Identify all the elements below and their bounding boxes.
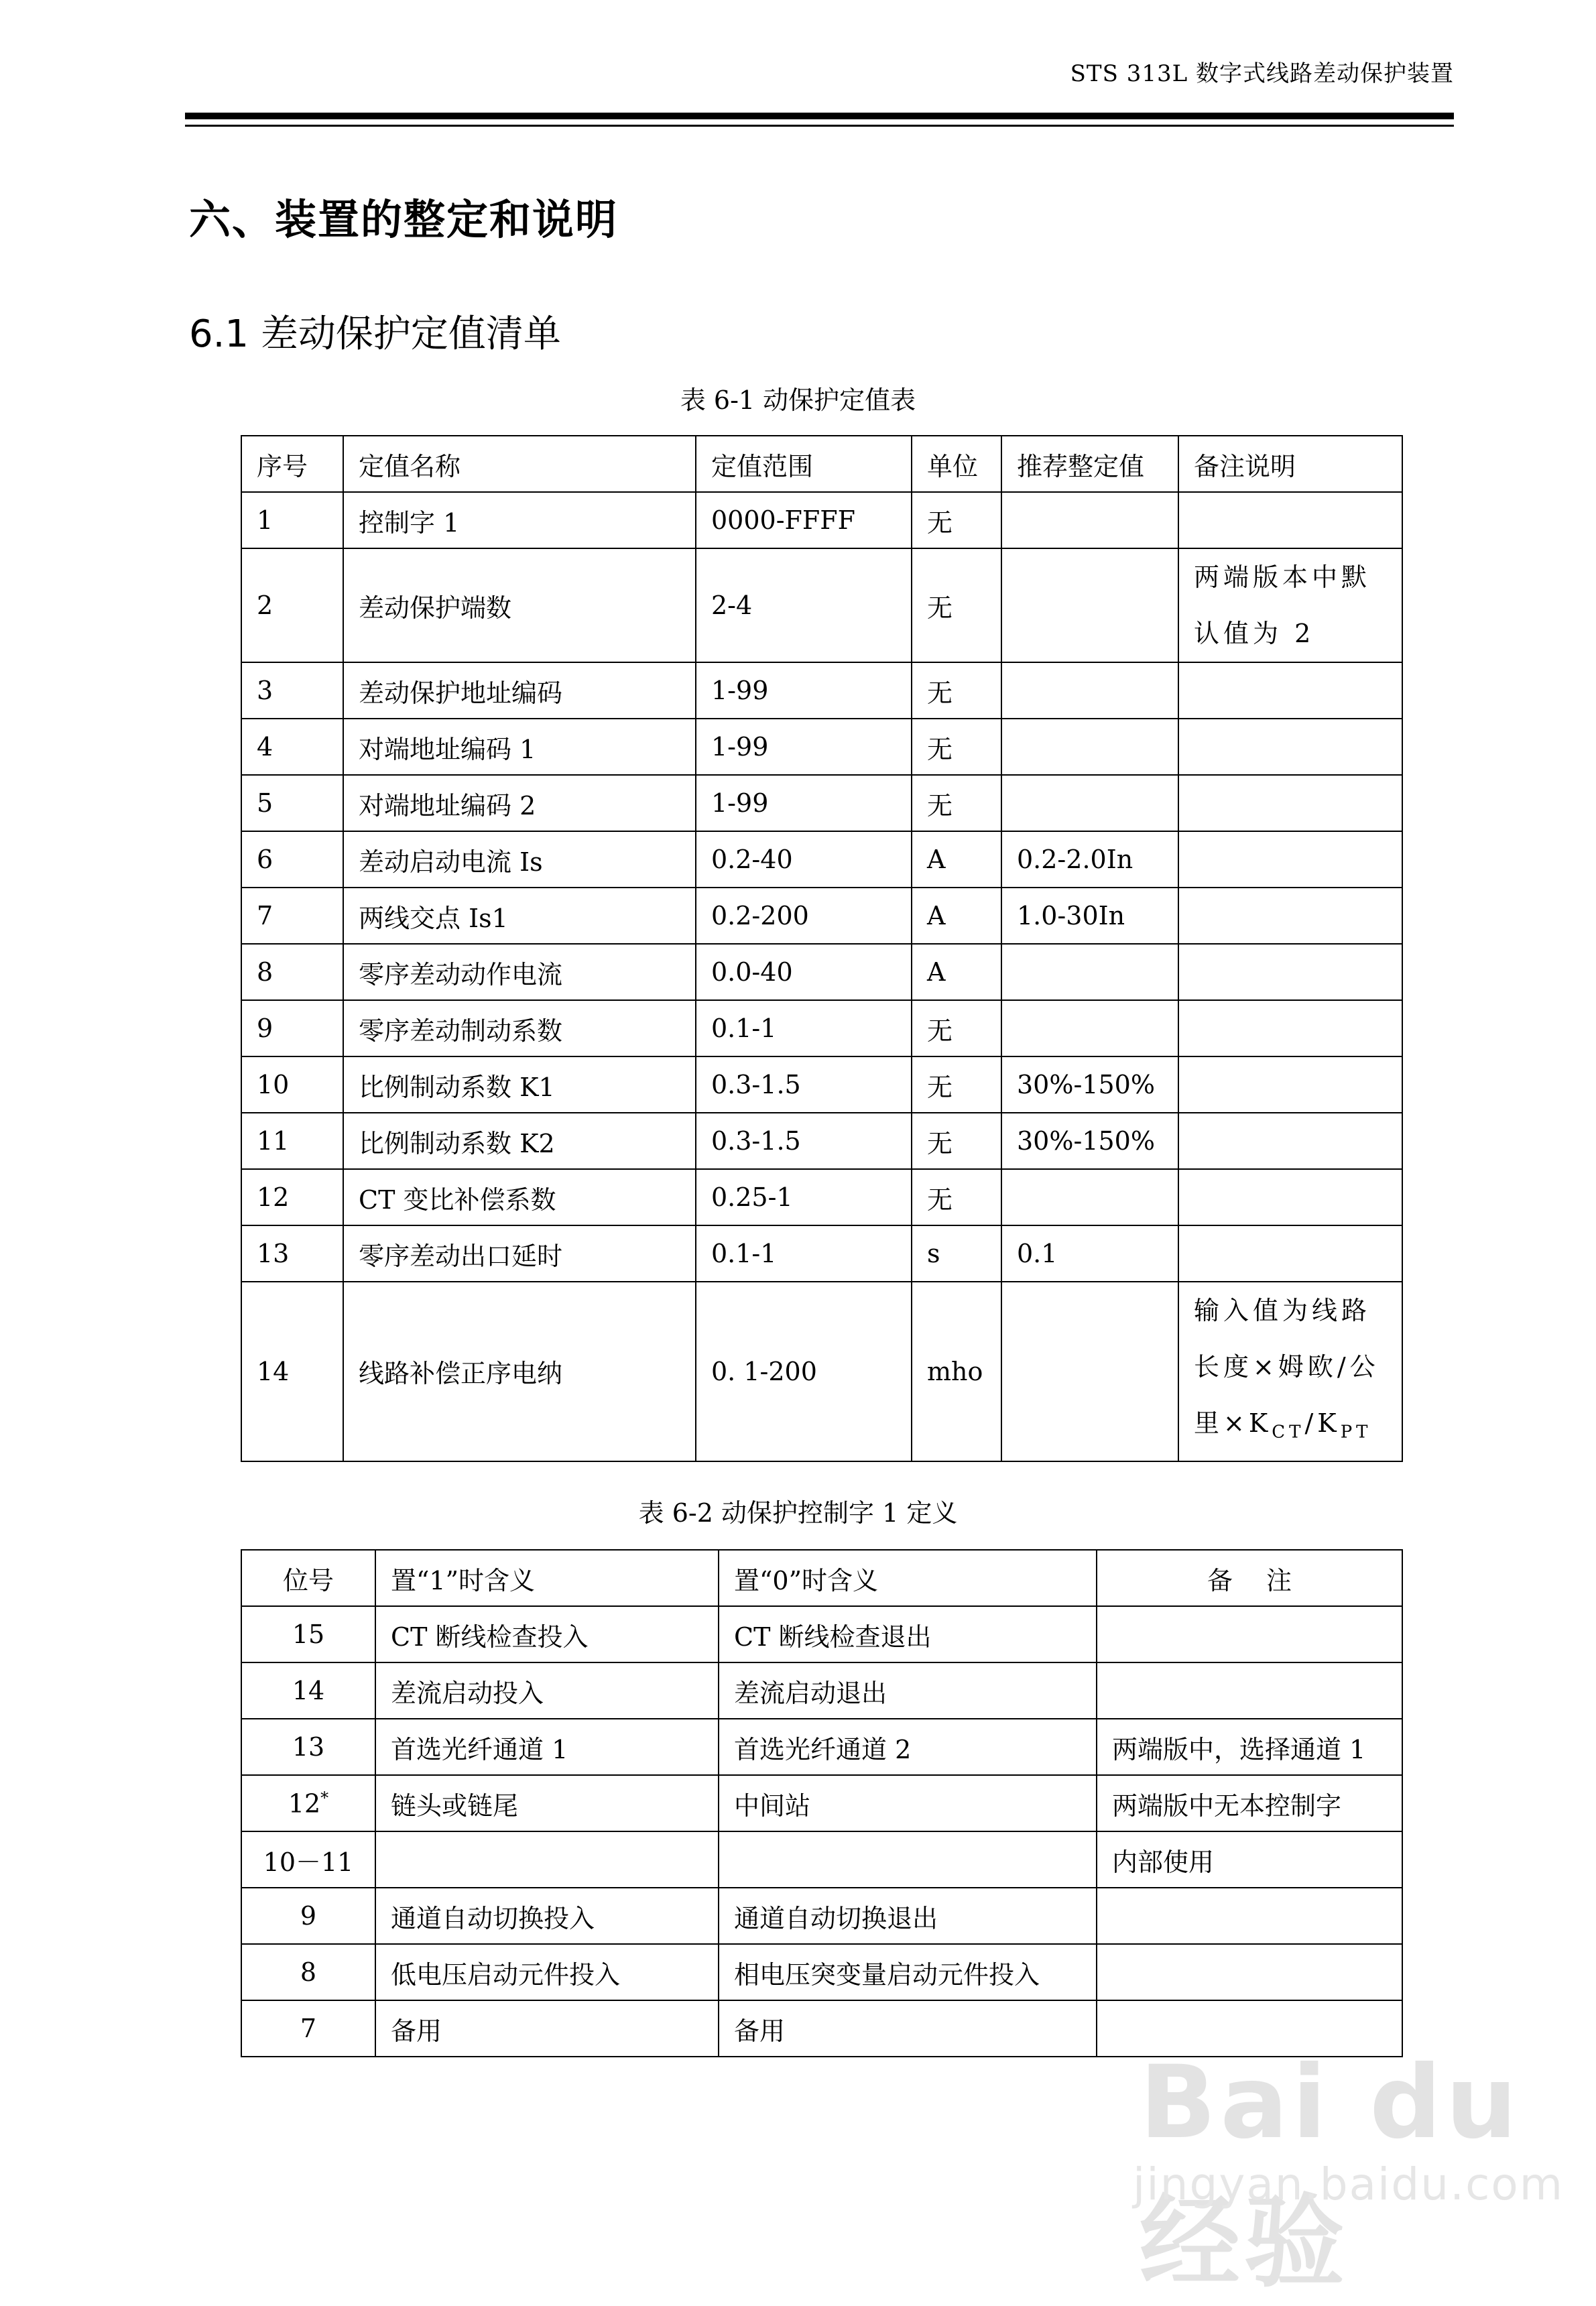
- table-cell: 两端版本中默认值为 2: [1178, 548, 1402, 662]
- table-cell: 链头或链尾: [375, 1775, 719, 1831]
- table-cell: 差动保护地址编码: [343, 662, 696, 719]
- table-row: [241, 831, 1402, 888]
- table-cell: s: [912, 1225, 1001, 1282]
- table-cell: [1097, 1662, 1402, 1719]
- table-cell: [1178, 492, 1402, 548]
- table-cell: 11: [241, 1113, 343, 1169]
- table-cell: 两端版中无本控制字: [1097, 1775, 1402, 1831]
- table-cell: 0.25-1: [696, 1169, 912, 1225]
- table-cell: [1178, 1000, 1402, 1056]
- table-cell: 备用: [719, 2000, 1097, 2057]
- table-cell: 10: [241, 1056, 343, 1113]
- table-row: [241, 1225, 1402, 1282]
- table-cell: [1097, 1944, 1402, 2000]
- table-row: [241, 1169, 1402, 1225]
- chapter-title: 六、装置的整定和说明: [189, 195, 619, 244]
- table-cell: 0.3-1.5: [696, 1113, 912, 1169]
- table-cell: 13: [241, 1719, 375, 1775]
- table-cell: 1-99: [696, 662, 912, 719]
- table-cell: [1097, 1606, 1402, 1662]
- table-cell: [1001, 492, 1178, 548]
- header-cell: 单位: [912, 436, 1001, 492]
- table-row: [241, 1113, 1402, 1169]
- table-cell: 0.2-40: [696, 831, 912, 888]
- table-cell: [1001, 1169, 1178, 1225]
- table-cell: 4: [241, 719, 343, 775]
- table-cell: mho: [912, 1282, 1001, 1461]
- table-cell: 无: [912, 662, 1001, 719]
- note-slash: /K: [1304, 1408, 1341, 1438]
- table-cell: [1178, 944, 1402, 1000]
- table-cell: 6: [241, 831, 343, 888]
- table-cell: 差动启动电流 Is: [343, 831, 696, 888]
- footnote-mark: *: [320, 1788, 329, 1807]
- table-cell: 线路补偿正序电纳: [343, 1282, 696, 1461]
- table-row: [241, 1831, 1402, 1888]
- header-cell: 备注说明: [1178, 436, 1402, 492]
- table-cell: 首选光纤通道 1: [375, 1719, 719, 1775]
- table-cell: 通道自动切换退出: [719, 1888, 1097, 1944]
- table-cell: [1001, 662, 1178, 719]
- table-cell: 无: [912, 548, 1001, 662]
- table-cell: 10－11: [241, 1831, 375, 1888]
- table-cell: 0.1: [1001, 1225, 1178, 1282]
- table-cell: 0.2-200: [696, 888, 912, 944]
- table-cell: 中间站: [719, 1775, 1097, 1831]
- table-cell: 差动保护端数: [343, 548, 696, 662]
- table-cell: [1178, 719, 1402, 775]
- table-cell: [1178, 775, 1402, 831]
- table-cell: 零序差动制动系数: [343, 1000, 696, 1056]
- table-row: [241, 662, 1402, 719]
- table-cell: 低电压启动元件投入: [375, 1944, 719, 2000]
- table-cell: 7: [241, 888, 343, 944]
- table-cell: 30%-150%: [1001, 1056, 1178, 1113]
- table-cell: 备用: [375, 2000, 719, 2057]
- table-cell: [1178, 1056, 1402, 1113]
- table-cell: A: [912, 831, 1001, 888]
- table-cell: 无: [912, 1000, 1001, 1056]
- table-cell: [1097, 1888, 1402, 1944]
- table-cell: 0.3-1.5: [696, 1056, 912, 1113]
- header-cell: 定值名称: [343, 436, 696, 492]
- table-cell: 2: [241, 548, 343, 662]
- table-row: [241, 548, 1402, 662]
- table-cell: [375, 1831, 719, 1888]
- table-cell: CT 断线检查退出: [719, 1606, 1097, 1662]
- table-cell: [1178, 1113, 1402, 1169]
- table-row: [241, 1056, 1402, 1113]
- table-cell: 1-99: [696, 719, 912, 775]
- table-cell: [1001, 719, 1178, 775]
- table-cell: 8: [241, 1944, 375, 2000]
- table-cell: 两线交点 Is1: [343, 888, 696, 944]
- table-cell: [1178, 1169, 1402, 1225]
- table-row: [241, 1606, 1402, 1662]
- table-cell: 0000-FFFF: [696, 492, 912, 548]
- table-cell: 0.0-40: [696, 944, 912, 1000]
- table-cell: [241, 1775, 375, 1831]
- table-cell: 两端版中，选择通道 1: [1097, 1719, 1402, 1775]
- table-row: [241, 775, 1402, 831]
- table-cell: 控制字 1: [343, 492, 696, 548]
- baidu-watermark-url: jingyan.baidu.com: [1133, 2159, 1564, 2210]
- table-cell: 1: [241, 492, 343, 548]
- table-cell: CT 断线检查投入: [375, 1606, 719, 1662]
- table-row: [241, 1775, 1402, 1831]
- header-cell: 序号: [241, 436, 343, 492]
- table-header-row: [241, 1550, 1402, 1606]
- table-cell: 9: [241, 1888, 375, 1944]
- table-cell: 0. 1-200: [696, 1282, 912, 1461]
- table-cell: 12: [241, 1169, 343, 1225]
- table-cell: 无: [912, 1056, 1001, 1113]
- table-row: [241, 492, 1402, 548]
- control-word-table: [241, 1549, 1403, 2057]
- table-cell: 对端地址编码 1: [343, 719, 696, 775]
- table-cell: 0.1-1: [696, 1225, 912, 1282]
- table-cell: CT 变比补偿系数: [343, 1169, 696, 1225]
- table-cell: 对端地址编码 2: [343, 775, 696, 831]
- table-cell: 0.2-2.0In: [1001, 831, 1178, 888]
- table-row: [241, 1888, 1402, 1944]
- table-cell: 差流启动投入: [375, 1662, 719, 1719]
- table-cell: 5: [241, 775, 343, 831]
- table-row: [241, 1282, 1402, 1461]
- table-row: [241, 1662, 1402, 1719]
- table-cell: 比例制动系数 K1: [343, 1056, 696, 1113]
- table-cell: 相电压突变量启动元件投入: [719, 1944, 1097, 2000]
- table-row: [241, 719, 1402, 775]
- table-cell: 3: [241, 662, 343, 719]
- table-cell: 15: [241, 1606, 375, 1662]
- table-cell: [1001, 548, 1178, 662]
- table-cell: 通道自动切换投入: [375, 1888, 719, 1944]
- header-cell: 推荐整定值: [1001, 436, 1178, 492]
- table-header-row: [241, 436, 1402, 492]
- header-rule-thick: [185, 113, 1454, 119]
- table-cell: [1178, 662, 1402, 719]
- table-row: [241, 888, 1402, 944]
- table-row: [241, 1944, 1402, 2000]
- table-cell: 无: [912, 775, 1001, 831]
- table-row: [241, 1000, 1402, 1056]
- note-text: 输入值为线路长度×姆欧/公里×K: [1194, 1296, 1379, 1438]
- table-cell: [1001, 1000, 1178, 1056]
- header-cell: 置“1”时含义: [375, 1550, 719, 1606]
- table-cell: [1001, 775, 1178, 831]
- table-cell: 比例制动系数 K2: [343, 1113, 696, 1169]
- table-cell: 8: [241, 944, 343, 1000]
- table-row: [241, 1719, 1402, 1775]
- header-cell: 位号: [241, 1550, 375, 1606]
- table-cell: 零序差动动作电流: [343, 944, 696, 1000]
- header-cell: 置“0”时含义: [719, 1550, 1097, 1606]
- note-subscript-pt: PT: [1340, 1422, 1372, 1443]
- header-title: STS 313L 数字式线路差动保护装置: [1070, 60, 1454, 87]
- table-cell: [1178, 1225, 1402, 1282]
- section-title: 6.1 差动保护定值清单: [189, 312, 561, 356]
- table2-caption: 表 6-2 动保护控制字 1 定义: [638, 1498, 958, 1528]
- table-cell: [1178, 888, 1402, 944]
- table-cell: 1.0-30In: [1001, 888, 1178, 944]
- bit-number: 12: [288, 1788, 321, 1819]
- table-cell: 内部使用: [1097, 1831, 1402, 1888]
- table-cell: 13: [241, 1225, 343, 1282]
- table-cell: [1001, 1282, 1178, 1461]
- table-cell: 7: [241, 2000, 375, 2057]
- header-cell: 定值范围: [696, 436, 912, 492]
- table-cell: 30%-150%: [1001, 1113, 1178, 1169]
- table-cell: 无: [912, 719, 1001, 775]
- table-cell: [719, 1831, 1097, 1888]
- table-cell: 首选光纤通道 2: [719, 1719, 1097, 1775]
- header-cell: 备 注: [1097, 1550, 1402, 1606]
- baidu-watermark-logo: Bai du 经验: [1140, 2045, 1522, 2301]
- table-cell-note: [1178, 1282, 1402, 1461]
- table-cell: 1-99: [696, 775, 912, 831]
- table-cell: 零序差动出口延时: [343, 1225, 696, 1282]
- table-cell: 2-4: [696, 548, 912, 662]
- table-cell: 无: [912, 1113, 1001, 1169]
- table-cell: [1178, 831, 1402, 888]
- settings-table: [241, 435, 1403, 1462]
- table-cell: A: [912, 888, 1001, 944]
- table-cell: [1001, 944, 1178, 1000]
- table-cell: 0.1-1: [696, 1000, 912, 1056]
- table-cell: 14: [241, 1662, 375, 1719]
- table-cell: 9: [241, 1000, 343, 1056]
- table-cell: 差流启动退出: [719, 1662, 1097, 1719]
- table1-caption: 表 6-1 动保护定值表: [680, 385, 916, 415]
- table-row: [241, 944, 1402, 1000]
- header-rule-thin: [185, 125, 1454, 127]
- table-cell: A: [912, 944, 1001, 1000]
- table-cell: 无: [912, 492, 1001, 548]
- table-cell: 无: [912, 1169, 1001, 1225]
- note-subscript-ct: CT: [1272, 1422, 1305, 1443]
- table-cell: 14: [241, 1282, 343, 1461]
